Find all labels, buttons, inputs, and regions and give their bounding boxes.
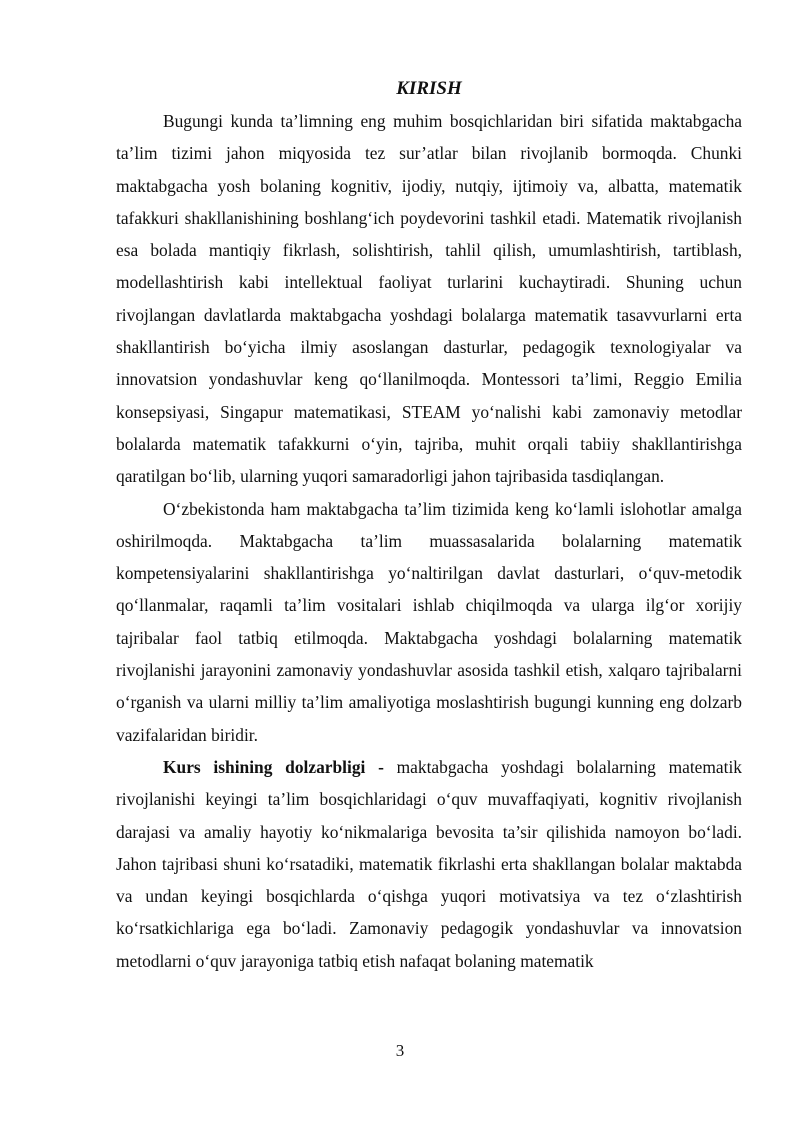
paragraph-2-text: O‘zbekistonda ham maktabgacha ta’lim tizimida keng ko‘lamli islohotlar amalga oshirilmoqda. Maktabgacha ta’lim muassasalarida bolalarning matematik kompetensiyalarini shakllantirishga yo‘naltirilgan davlat dasturlari, o‘quv-metodik qo‘llanmalar, raqamli ta’lim vositalari ishlab chiqilmoqda va ularga ilg‘or xorijiy tajribalar faol tatbiq etilmoqda. Maktabgacha yoshdagi bolalarning matematik rivojlanishi jarayonini zamonaviy yondashuvlar asosida tashkil etish, xalqaro tajribalarni o‘rganish va ularni milliy ta’lim amaliyotiga moslashtirish bugungi kunning eng dolzarb vazifalaridan biridir. [116, 498, 742, 745]
paragraph-3-lead: Kurs ishining dolzarbligi - [163, 756, 384, 777]
paragraph-3-text: maktabgacha yoshdagi bolalarning matematik rivojlanishi keyingi ta’lim bosqichlaridagi o‘quv muvaffaqiyati, kognitiv rivojlanish darajasi va amaliy hayotiy ko‘nikmalariga bevosita ta’sir qilishida namoyon bo‘ladi. Jahon tajribasi shuni ko‘rsatadiki, matematik fikrlashi erta shakllangan bolalar maktabda va undan keyingi bosqichlarda o‘qishga yuqori motivatsiya va tez o‘zlashtirish ko‘rsatkichlariga ega bo‘ladi. Zamonaviy pedagogik yondashuvlar va innovatsion metodlarni o‘quv jarayoniga tatbiq etish nafaqat bolaning matematik [116, 756, 743, 971]
paragraph-1-text: Bugungi kunda ta’limning eng muhim bosqichlaridan biri sifatida maktabgacha ta’lim tizimi jahon miqyosida tez sur’atlar bilan rivojlanib bormoqda. Chunki maktabgacha yosh bolaning kognitiv, ijodiy, nutqiy, ijtimoiy va, albatta, matematik tafakkuri shakllanishining boshlang‘ich poydevorini tashkil etadi. Matematik rivojlanish esa bolada mantiqiy fikrlash, solishtirish, tahlil qilish, umumlashtirish, tartiblash, modellashtirish kabi intellektual faoliyat turlarini kuchaytiradi. Shuning uchun rivojlangan davlatlarda maktabgacha yoshdagi bolalarga matematik tasavvurlarni erta shakllantirish bo‘yicha ilmiy asoslangan dasturlar, pedagogik texnologiyalar va innovatsion yondashuvlar keng qo‘llanilmoqda. Montessori ta’limi, Reggio Emilia konsepsiyasi, Singapur matematikasi, STEAM yo‘nalishi kabi zamonaviy metodlar bolalarda matematik tafakkurni o‘yin, tajriba, muhit orqali tabiiy shakllantirishga qaratilgan bo‘lib, ularning yuqori samaradorligi jahon tajribasida tasdiqlangan. [116, 111, 742, 487]
document-page [116, 74, 742, 977]
paragraph-1 [116, 105, 742, 493]
paragraph-3 [116, 751, 742, 977]
paragraph-2 [116, 493, 742, 751]
section-title: KIRISH [396, 78, 462, 99]
page-number: 3 [395, 1041, 405, 1060]
